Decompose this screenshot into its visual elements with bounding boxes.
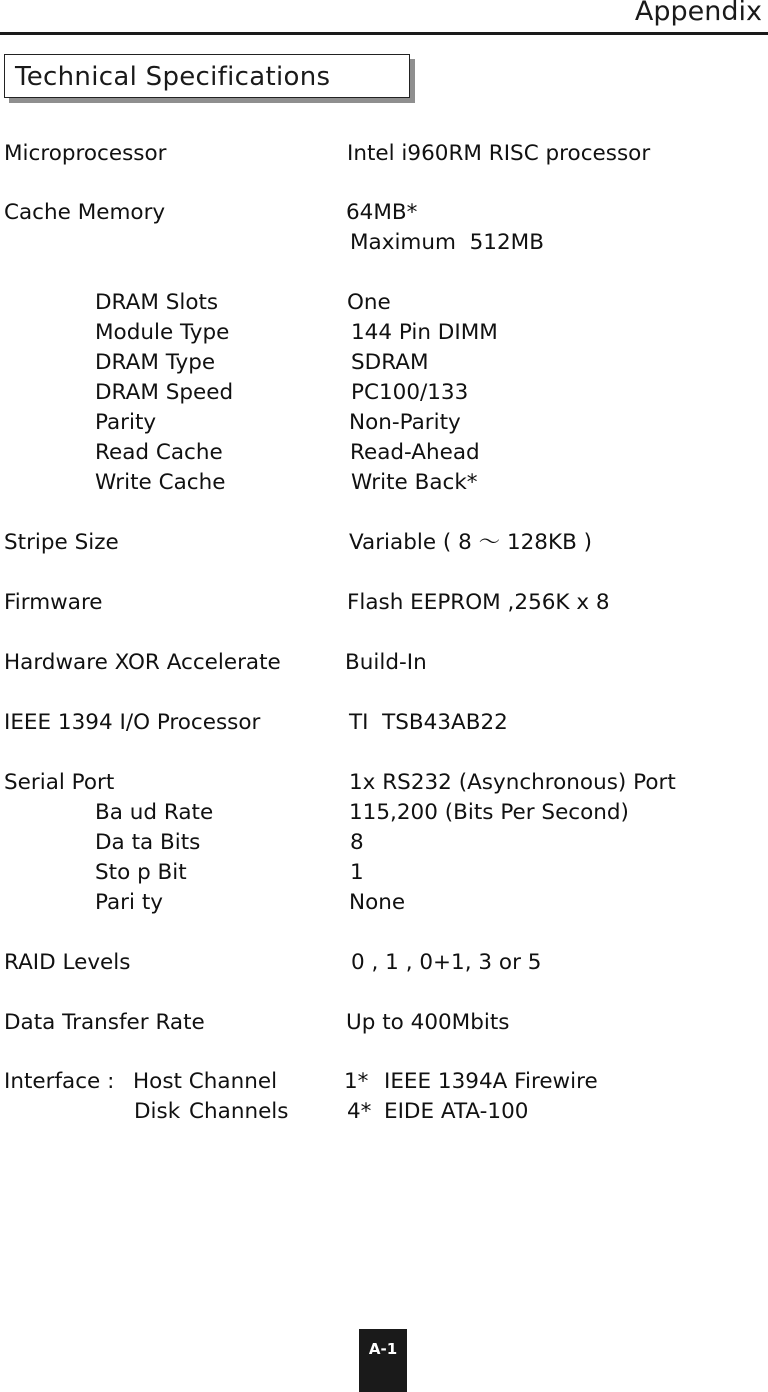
spec-label-transfer-rate: Data Transfer Rate [4,1010,205,1035]
spec-label-serial-port: Serial Port [4,770,115,795]
spec-label-data-bits: Da ta Bits [95,830,201,855]
spec-value-ieee-processor: TI TSB43AB22 [349,710,508,735]
section-title: Technical Specifications [15,62,331,92]
spec-value-xor: Build-In [345,650,427,675]
spec-value-firmware: Flash EEPROM ,256K x 8 [347,590,610,615]
spec-label-stripe-size: Stripe Size [4,530,119,555]
spec-label-stop-bit: Sto p Bit [95,860,187,885]
spec-value-stripe-size: Variable ( 8 ～ 128KB ) [349,530,593,555]
spec-label-parity: Parity [95,410,157,435]
spec-label-cache-memory: Cache Memory [4,200,166,225]
spec-value-microprocessor: Intel i960RM RISC processor [347,141,651,166]
spec-label-read-cache: Read Cache [95,440,223,465]
spec-value-disk-channels: EIDE ATA-100 [384,1099,529,1124]
spec-label-interface: Interface : [4,1069,115,1094]
spec-value-write-cache: Write Back* [351,470,478,495]
spec-value-parity: Non-Parity [349,410,461,435]
spec-label-serial-parity: Pari ty [95,890,163,915]
spec-label-dram-slots: DRAM Slots [95,290,219,315]
spec-value-host-channel: IEEE 1394A Firewire [384,1069,598,1094]
spec-value-baud-rate: 115,200 (Bits Per Second) [349,800,629,825]
spec-label-xor: Hardware XOR Accelerate [4,650,281,675]
spec-value-data-bits: 8 [350,830,364,855]
spec-label-dram-type: DRAM Type [95,350,216,375]
spec-value-cache-memory-max: Maximum 512MB [350,230,544,255]
spec-value-cache-memory: 64MB* [346,200,418,225]
spec-value-serial-parity: None [349,890,406,915]
spec-value-raid-levels: 0 , 1 , 0+1, 3 or 5 [351,950,542,975]
spec-label-module-type: Module Type [95,320,230,345]
spec-label-write-cache: Write Cache [95,470,226,495]
spec-label-microprocessor: Microprocessor [4,141,167,166]
spec-value-read-cache: Read-Ahead [350,440,480,465]
spec-value-module-type: 144 Pin DIMM [351,320,498,345]
spec-count-disk-channels: 4* [347,1099,372,1124]
spec-value-dram-slots: One [347,290,391,315]
spec-value-dram-speed: PC100/133 [351,380,469,405]
spec-label-dram-speed: DRAM Speed [95,380,234,405]
spec-value-stop-bit: 1 [350,860,364,885]
page-number-tab [359,1329,407,1392]
spec-count-host-channel: 1* [344,1069,369,1094]
section-title-box [4,54,410,98]
spec-label-ieee-processor: IEEE 1394 I/O Processor [4,710,261,735]
spec-value-serial-port: 1x RS232 (Asynchronous) Port [349,770,676,795]
spec-label-channels: Channels [189,1099,289,1124]
header-rule [0,32,768,35]
spec-label-host-channel: Host Channel [133,1069,278,1094]
spec-value-transfer-rate: Up to 400Mbits [346,1010,510,1035]
spec-label-raid-levels: RAID Levels [4,950,131,975]
page-number: A-1 [368,1340,398,1358]
spec-value-dram-type: SDRAM [351,350,429,375]
spec-label-baud-rate: Ba ud Rate [95,800,214,825]
spec-label-disk: Disk [134,1099,181,1124]
spec-label-firmware: Firmware [4,590,103,615]
header-title: Appendix [634,0,762,27]
